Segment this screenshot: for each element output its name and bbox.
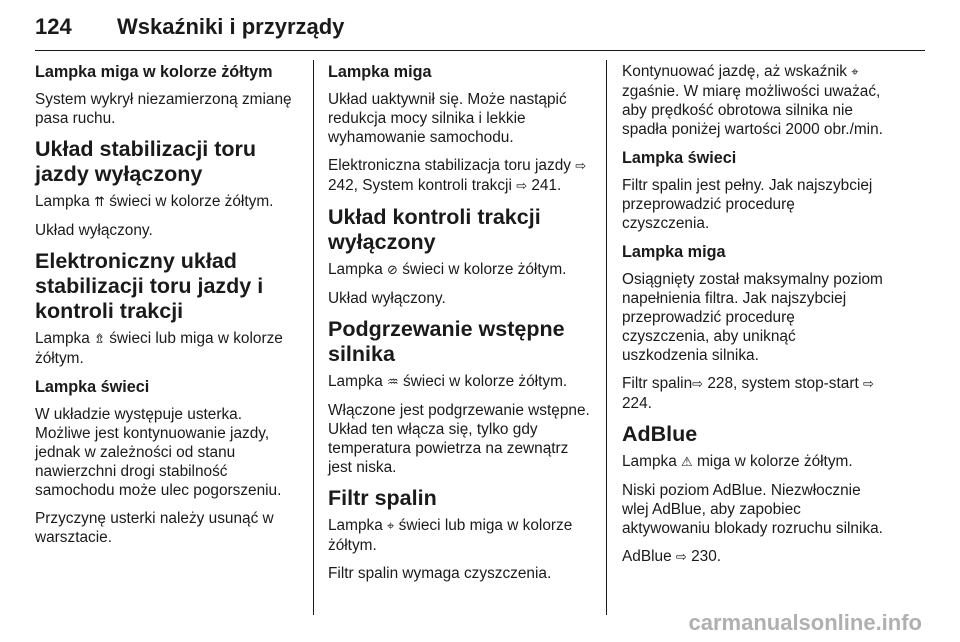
section-heading: Układ stabilizacji toru jazdy wyłączony bbox=[35, 137, 257, 186]
paragraph: Lampka ⌖ świeci lub miga w kolorze żółtym. bbox=[328, 517, 573, 554]
paragraph: Przyczynę usterki należy usunąć w warsztacie. bbox=[35, 510, 274, 546]
exhaust-filter-icon: ⌖ bbox=[851, 65, 859, 80]
paragraph: W układzie występuje usterka. Możliwe jest kontynuowanie jazdy, jednak w zależności od stanu nawierzchni drogi stabilność samochodu może ulec pogorszeniu. bbox=[35, 406, 282, 499]
section-heading: Lampka miga bbox=[328, 63, 432, 81]
paragraph: Lampka ⊘ świeci w kolorze żółtym. bbox=[328, 261, 567, 278]
section-heading: AdBlue bbox=[622, 422, 698, 446]
section-heading: Podgrzewanie wstępne silnika bbox=[328, 317, 565, 366]
paragraph: Filtr spalin jest pełny. Jak najszybciej przeprowadzić procedurę czyszczenia. bbox=[622, 177, 873, 232]
paragraph: Lampka ⇈ świeci w kolorze żółtym. bbox=[35, 193, 274, 210]
column-2 bbox=[328, 62, 590, 592]
page-reference-arrow-icon[interactable]: ⇨ bbox=[575, 159, 587, 174]
paragraph: Elektroniczna stabilizacja toru jazdy ⇨ 242, System kontroli trakcji ⇨ 241. bbox=[328, 157, 587, 194]
exhaust-filter-icon: ⌖ bbox=[387, 519, 395, 534]
paragraph: Filtr spalin⇨ 228, system stop-start ⇨ 224. bbox=[622, 375, 874, 412]
section-heading: Układ kontroli trakcji wyłączony bbox=[328, 205, 541, 254]
paragraph: Filtr spalin wymaga czyszczenia. bbox=[328, 565, 552, 582]
page-header bbox=[35, 14, 925, 54]
section-heading: Filtr spalin bbox=[328, 486, 437, 510]
paragraph: Osiągnięty został maksymalny poziom napełnienia filtra. Jak najszybciej przeprowadzić procedurę czyszczenia, aby uniknąć uszkodzenia silnika. bbox=[622, 271, 883, 364]
adblue-icon: ⚠ bbox=[681, 455, 693, 470]
paragraph: System wykrył niezamierzoną zmianę pasa ruchu. bbox=[35, 91, 292, 127]
page-title: Wskaźniki i przyrządy bbox=[117, 14, 345, 39]
glow-plug-icon: ♒ bbox=[387, 375, 399, 390]
paragraph: Lampka ♒ świeci w kolorze żółtym. bbox=[328, 373, 568, 390]
paragraph: Układ wyłączony. bbox=[328, 290, 446, 307]
paragraph: Układ wyłączony. bbox=[35, 222, 153, 239]
column-1 bbox=[35, 62, 297, 556]
paragraph: Kontynuować jazdę, aż wskaźnik ⌖ zgaśnie. W miarę możliwości uważać, aby prędkość obrotowa silnika nie spadła poniżej wartości 2000 obr./min. bbox=[622, 63, 883, 138]
header-divider bbox=[35, 50, 925, 51]
page-reference-arrow-icon[interactable]: ⇨ bbox=[863, 377, 874, 392]
esc-icon: ⇯ bbox=[94, 332, 105, 347]
column-divider bbox=[606, 60, 607, 615]
paragraph: Układ uaktywnił się. Może nastąpić redukcja mocy silnika i lekkie wyhamowanie samochodu. bbox=[328, 91, 567, 146]
page-reference-arrow-icon[interactable]: ⇨ bbox=[675, 550, 687, 565]
paragraph: Lampka ⚠ miga w kolorze żółtym. bbox=[622, 453, 853, 470]
paragraph: Włączone jest podgrzewanie wstępne. Układ ten włącza się, tylko gdy temperatura powietrza na zewnątrz jest niska. bbox=[328, 402, 590, 476]
section-heading: Lampka świeci bbox=[622, 149, 737, 167]
section-heading: Lampka świeci bbox=[35, 378, 150, 396]
section-heading: Elektroniczny układ stabilizacji toru jazdy i kontroli trakcji bbox=[35, 249, 264, 323]
section-heading: Lampka miga w kolorze żółtym bbox=[35, 63, 273, 81]
section-heading: Lampka miga bbox=[622, 243, 726, 261]
page-number: 124 bbox=[35, 14, 72, 39]
paragraph: Niski poziom AdBlue. Niezwłocznie wlej AdBlue, aby zapobiec aktywowaniu blokady rozruchu silnika. bbox=[622, 482, 883, 537]
paragraph: AdBlue ⇨ 230. bbox=[622, 548, 722, 565]
lane-assist-icon: ⇈ bbox=[94, 195, 105, 210]
page-reference-arrow-icon[interactable]: ⇨ bbox=[692, 377, 704, 392]
paragraph: Lampka ⇯ świeci lub miga w kolorze żółtym. bbox=[35, 330, 283, 367]
column-3 bbox=[622, 62, 884, 576]
column-divider bbox=[313, 60, 314, 615]
page-reference-arrow-icon[interactable]: ⇨ bbox=[516, 179, 528, 194]
watermark: carmanualsonline.info bbox=[688, 610, 922, 635]
traction-control-off-icon: ⊘ bbox=[387, 263, 398, 278]
